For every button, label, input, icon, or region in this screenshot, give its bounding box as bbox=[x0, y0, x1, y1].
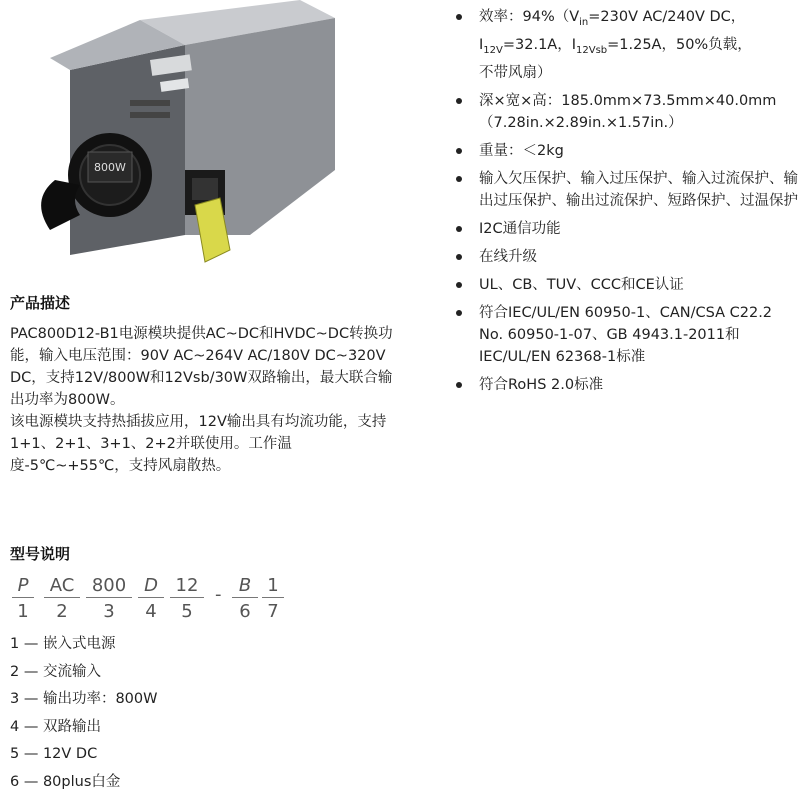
desc-paragraph-2: 该电源模块支持热插拔应用，12V输出具有均流功能，支持1+1、2+1、3+1、2+2并联使用。工作温度-5℃~+55℃，支持风扇散热。 bbox=[10, 414, 387, 474]
legend-item: 2 — 交流输入 bbox=[10, 663, 101, 680]
model-index: 7 bbox=[267, 601, 279, 622]
legend-item: 1 — 嵌入式电源 bbox=[10, 636, 116, 652]
spec-text: I bbox=[479, 36, 484, 53]
spec-text: 深×宽×高：185.0mm×73.5mm×40.0mm（7.28in.×2.89in.×1.57in.） bbox=[479, 92, 777, 131]
spec-text: 重量：＜2kg bbox=[479, 142, 564, 159]
spec-text: =1.25A，50%负载， bbox=[607, 36, 752, 53]
model-code: 800 bbox=[86, 575, 132, 598]
spec-list bbox=[446, 6, 800, 402]
spec-efficiency bbox=[446, 6, 800, 84]
model-index: 4 bbox=[145, 601, 157, 622]
model-code: 1 bbox=[262, 575, 284, 598]
model-legend bbox=[10, 631, 157, 796]
model-code: D bbox=[138, 575, 164, 598]
spec-text: 不带风扇） bbox=[479, 64, 552, 81]
legend-item: 6 — 80plus白金 bbox=[10, 773, 121, 790]
bullet-icon bbox=[456, 254, 462, 260]
model-code-cell bbox=[44, 575, 80, 622]
spec-subscript: 12Vsb bbox=[576, 44, 608, 56]
bullet-icon bbox=[456, 226, 462, 232]
bullet-icon bbox=[456, 176, 462, 182]
legend-item: 3 — 输出功率：800W bbox=[10, 691, 158, 707]
bullet-icon bbox=[456, 382, 462, 388]
spec-upgrade bbox=[446, 246, 800, 268]
spec-i2c bbox=[446, 218, 800, 240]
model-index: 6 bbox=[239, 601, 251, 622]
spec-protection bbox=[446, 168, 800, 212]
model-index: 2 bbox=[56, 601, 68, 622]
legend-item: 5 — 12V DC bbox=[10, 746, 98, 762]
model-code-cell bbox=[262, 575, 284, 622]
spec-certs bbox=[446, 274, 800, 296]
image-label: 800W bbox=[94, 161, 126, 174]
bullet-icon bbox=[456, 282, 462, 288]
model-index: 5 bbox=[181, 601, 193, 622]
model-code: P bbox=[12, 575, 34, 598]
spec-rohs bbox=[446, 374, 800, 396]
spec-text: 符合IEC/UL/EN 60950-1、CAN/CSA C22.2 No. 60950-1-07、GB 4943.1-2011和IEC/UL/EN 62368-1标准 bbox=[479, 304, 773, 365]
model-code: B bbox=[232, 575, 258, 598]
spec-size bbox=[446, 90, 800, 134]
spec-standards bbox=[446, 302, 800, 368]
spec-text: 在线升级 bbox=[479, 248, 537, 265]
spec-text: 效率：94%（V bbox=[479, 9, 580, 25]
model-code-cell bbox=[86, 575, 132, 622]
product-desc-title: 产品描述 bbox=[10, 294, 71, 312]
spec-text: 符合RoHS 2.0标准 bbox=[479, 376, 604, 393]
spec-text: UL、CB、TUV、CCC和CE认证 bbox=[479, 276, 684, 293]
bullet-icon bbox=[456, 14, 462, 20]
spec-text: 输入欠压保护、输入过压保护、输入过流保护、输出过压保护、输出过流保护、短路保护、过温保护 bbox=[479, 170, 798, 209]
desc-paragraph-1: PAC800D12-B1电源模块提供AC~DC和HVDC~DC转换功能，输入电压范围：90V AC~264V AC/180V DC~320V DC，支持12V/800W和12Vsb/30W双路输出，最大联合输出功率为800W。 bbox=[10, 326, 393, 408]
model-code: AC bbox=[44, 575, 80, 598]
model-code-grid bbox=[10, 575, 310, 635]
product-desc bbox=[10, 323, 405, 477]
model-code-cell bbox=[232, 575, 258, 622]
legend-item: 4 — 双路输出 bbox=[10, 718, 101, 735]
model-code-cell bbox=[138, 575, 164, 622]
spec-subscript: 12V bbox=[483, 44, 503, 56]
spec-text: =32.1A，I bbox=[502, 36, 576, 53]
spec-weight bbox=[446, 140, 800, 162]
model-code-cell bbox=[12, 575, 34, 622]
model-dash: - bbox=[215, 584, 222, 605]
bullet-icon bbox=[456, 310, 462, 316]
model-code: 12 bbox=[170, 575, 204, 598]
spec-text: I2C通信功能 bbox=[479, 220, 561, 237]
model-title: 型号说明 bbox=[10, 545, 71, 563]
model-index: 1 bbox=[17, 601, 29, 622]
model-index: 3 bbox=[103, 601, 115, 622]
bullet-icon bbox=[456, 98, 462, 104]
spec-text: =230V AC/240V DC， bbox=[588, 9, 746, 25]
power-supply-image bbox=[10, 0, 340, 272]
bullet-icon bbox=[456, 148, 462, 154]
model-code-cell bbox=[170, 575, 204, 622]
spec-subscript: in bbox=[579, 16, 589, 28]
